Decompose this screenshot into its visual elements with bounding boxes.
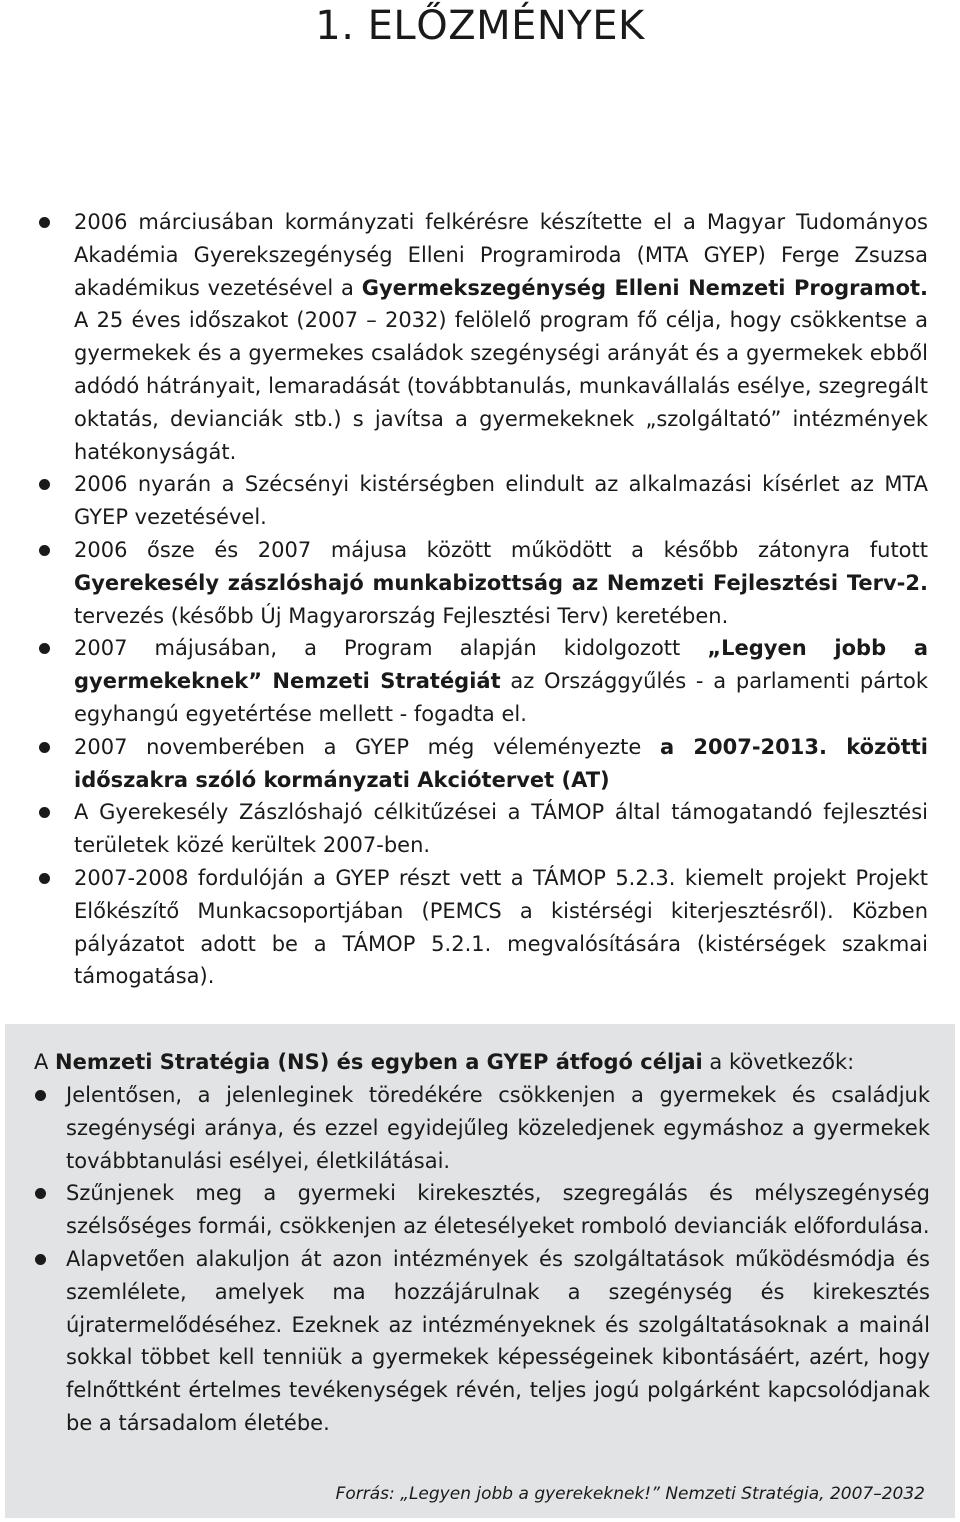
bold-text: Nemzeti Stratégia (NS) és egyben a GYEP átfogó céljai bbox=[55, 1050, 703, 1074]
text-run: az Országgyűlés - a parlamenti pártok egyhangú egyetértése mellett - fogadta el. bbox=[74, 669, 929, 726]
text-run: 2006 nyarán a Szécsényi kistérségben elindult az alkalmazási kísérlet az MTA GYEP vezetésével. bbox=[74, 472, 928, 530]
text-run: tervezés (később Új Magyarország Fejlesztési Terv) keretében. bbox=[74, 603, 729, 628]
text-run: 2006 márciusában kormányzati felkérésre készítette el a Magyar Tudományos Akadémia Gyerekszegénység Elleni Programiroda (MTA GYEP) Ferge Zsuzsa akadémikus vezetésével a bbox=[74, 210, 928, 300]
list-item bbox=[32, 468, 928, 534]
text-run: 2007 novemberében a GYEP még véleményezte bbox=[74, 734, 660, 759]
list-item bbox=[32, 632, 928, 730]
list-item bbox=[32, 796, 928, 862]
text-run: a következők: bbox=[702, 1050, 855, 1074]
source-citation: Forrás: „Legyen jobb a gyerekeknek!” Nemzeti Stratégia, 2007–2032 bbox=[335, 1484, 925, 1504]
text-run: A Gyerekesély Zászlóshajó célkitűzései a TÁMOP által támogatandó fejlesztési területek közé kerültek 2007-ben. bbox=[74, 800, 928, 858]
bold-text: „Legyen jobb a gyermekeknek” Nemzeti Stratégiát bbox=[74, 636, 928, 694]
list-item bbox=[32, 731, 928, 797]
text-run: A 25 éves időszakot (2007 – 2032) felölelő program fő célja, hogy csökkentse a gyermekek és a gyermekes családok szegénységi arányát és a gyermekek ebből adódó hátrányait, lemaradását (továbbtanulás, munkavállalás esélye, szegregált oktatás, devianciák stb.) s javítsa a gyermekeknek „szolgáltató” intézmények hatékonyságát. bbox=[74, 308, 928, 464]
list-item bbox=[32, 206, 928, 468]
goal-item: Szűnjenek meg a gyermeki kirekesztés, szegregálás és mélyszegénység szélsőséges formái, csökkenjen az életesélyeket romboló devianciák előfordulása. bbox=[30, 1177, 930, 1243]
bold-text: Gyermekszegénység Elleni Nemzeti Programot. bbox=[361, 275, 929, 300]
bold-text: Gyerekesély zászlóshajó munkabizottság az Nemzeti Fejlesztési Terv-2. bbox=[74, 570, 928, 595]
history-list bbox=[32, 206, 928, 993]
bold-text: a 2007-2013. közötti időszakra szóló kormányzati Akciótervet (AT) bbox=[74, 734, 928, 792]
text-run: 2007 májusában, a Program alapján kidolgozott bbox=[74, 636, 708, 661]
list-item bbox=[32, 534, 928, 632]
goals-box bbox=[5, 1024, 955, 1518]
goal-item: Jelentősen, a jelenleginek töredékére csökkenjen a gyermekek és családjuk szegénységi aránya, és ezzel egyidejűleg közeledjenek egymáshoz a gyermekek továbbtanulási esélyei, életkilátásai. bbox=[30, 1079, 930, 1177]
text-run: 2006 ősze és 2007 májusa között működött a később zátonyra futott bbox=[74, 537, 928, 562]
goal-item: Alapvetően alakuljon át azon intézmények és szolgáltatások működésmódja és szemlélete, amelyek ma hozzájárulnak a szegénység és kirekesztés újratermelődéséhez. Ezeknek az intézményeknek és szolgáltatásoknak a mainál sokkal többet kell tenniük a gyermekek képességeinek kibontásáért, azért, hogy felnőttként értelmes tevékenységek révén, teljes jogú polgárként kapcsolódjanak be a társadalom életébe. bbox=[30, 1243, 930, 1440]
list-item bbox=[32, 862, 928, 993]
page-title: 1. ELŐZMÉNYEK bbox=[315, 3, 645, 49]
text-run: A bbox=[34, 1050, 56, 1074]
text-run: 2007-2008 fordulóján a GYEP részt vett a TÁMOP 5.2.3. kiemelt projekt Projekt Előkészítő Munkacsoportjában (PEMCS a kistérségi kiterjesztésről). Közben pályázatot adott be a TÁMOP 5.2.1. megvalósítására (kistérségek szakmai támogatása). bbox=[74, 865, 928, 989]
goals-list bbox=[30, 1079, 930, 1440]
goals-intro bbox=[34, 1046, 914, 1079]
